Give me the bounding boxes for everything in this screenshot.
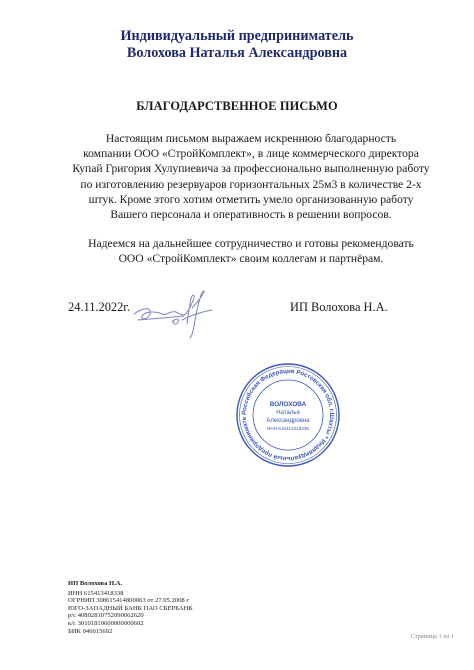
signer-name: ИП Волохова Н.А. (290, 300, 388, 314)
footer-ks: к/с 30101810600000000602 (68, 619, 144, 627)
svg-text:ВОЛОХОВА: ВОЛОХОВА (269, 401, 307, 408)
letterhead-line-2: Волохова Наталья Александровна (126, 45, 348, 61)
footer-ogrnip: ОГРНИП 308615414800063 от 27.05.2008 г (68, 597, 190, 605)
svg-text:Российская Федерация Ростовска: Российская Федерация Ростовская обл. г.Шахты * Индивидуальный предпринимате (240, 367, 336, 463)
svg-text:Александровна: Александровна (266, 418, 310, 424)
requisites-footer (68, 580, 193, 635)
company-stamp-seal (235, 362, 341, 468)
document-title: БЛАГОДАРСТВЕННОЕ ПИСЬМО (136, 99, 338, 113)
footer-name: ИП Волохова Н.А. (68, 580, 123, 587)
svg-text:Наталья: Наталья (276, 410, 300, 416)
letter-date: 24.11.2022г. (68, 300, 131, 314)
body-paragraph-1: Настоящим письмом выражаем искреннюю благодарность компании ООО «СтройКомплект», в лице коммерческого директора Купай Григория Хулупиевича за профессионально выполненную работу по изготовлению резервуаров горизонтальных 25м3 в количестве 2-х штук. Кроме этого хотим отметить умело организованную работу Вашего персонала и оперативность в решении вопросов. (72, 132, 430, 222)
page-number: Страница 1 из 1 (410, 633, 454, 640)
body-paragraph-2: Надеемся на дальнейшее сотрудничество и готовы рекомендовать ООО «СтройКомплект» своим коллегам и партнёрам. (88, 237, 414, 266)
svg-text:ИНН 615413418338: ИНН 615413418338 (267, 426, 309, 431)
letterhead-line-1: Индивидуальный предприниматель (120, 28, 354, 44)
footer-inn: ИНН 615413418338 (68, 589, 124, 597)
footer-rs: р/с 40802810752090062620 (68, 612, 144, 620)
footer-bank: ЮГО-ЗАПАДНЫЙ БАНК ПАО СБЕРБАНК (68, 604, 193, 612)
letterhead (0, 28, 474, 62)
footer-bik: БИК 046015602 (68, 627, 113, 635)
handwritten-signature (128, 286, 228, 342)
